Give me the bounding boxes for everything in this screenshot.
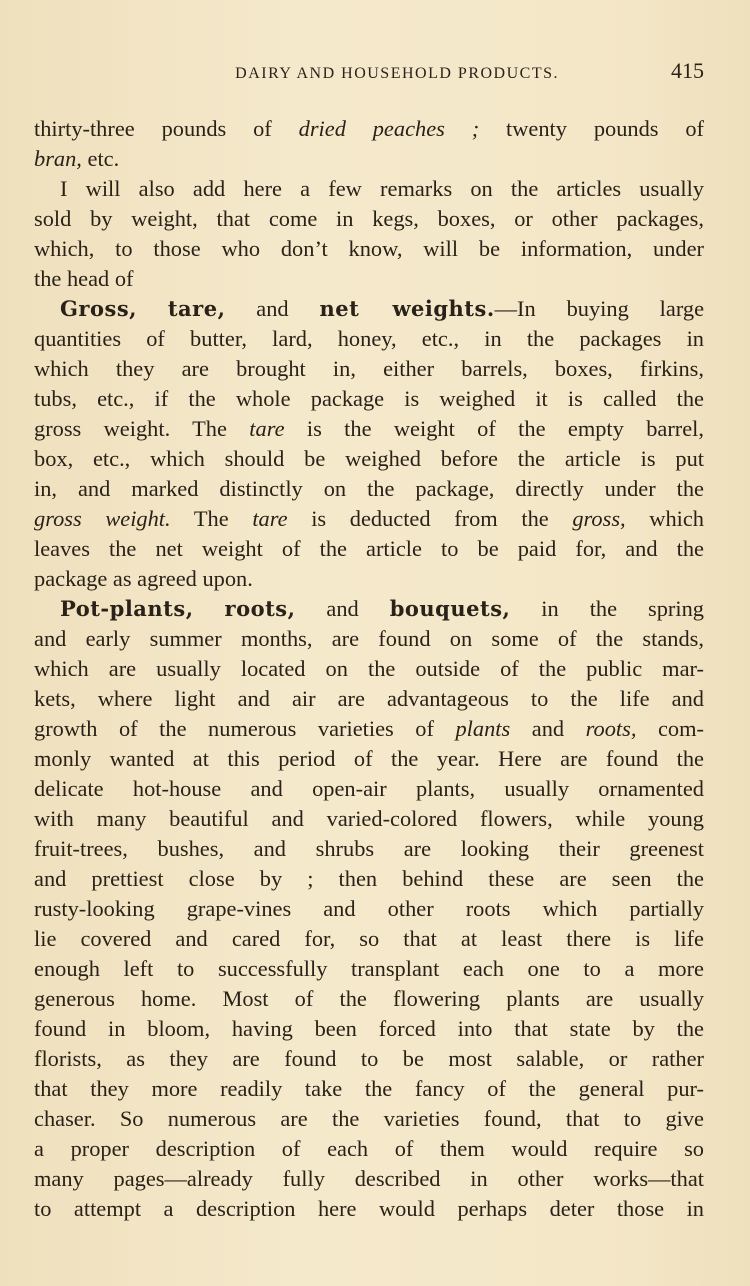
bold-run: roots, xyxy=(224,596,296,621)
running-head-title: DAIRY AND HOUSEHOLD PRODUCTS. xyxy=(235,65,559,82)
bold-run: tare, xyxy=(167,296,226,321)
text-line: enough left to successfully transplant each one to a more xyxy=(34,956,704,981)
text-line: box, etc., which should be weighed before the article is put xyxy=(34,446,704,471)
text-line: to attempt a description here would perhaps deter those in xyxy=(34,1196,704,1221)
text-line: package as agreed upon. xyxy=(34,566,253,591)
italic-run: plants xyxy=(455,716,511,741)
text-line: and early summer months, are found on some of the stands, xyxy=(34,626,704,651)
text-line xyxy=(34,144,704,174)
text-line: florists, as they are found to be most salable, or rather xyxy=(34,1046,704,1071)
running-header xyxy=(34,58,704,90)
text-line: kets, where light and air are advantageous to the life and xyxy=(34,686,704,711)
text-run: —In buying large xyxy=(494,296,705,321)
text-run: thirty-three pounds of xyxy=(34,116,299,141)
text-line: which they are brought in, either barrels, boxes, firkins, xyxy=(34,356,704,381)
italic-run: dried peaches ; xyxy=(298,116,480,141)
text-run: com- xyxy=(636,716,704,741)
text-line xyxy=(34,504,704,534)
text-line: sold by weight, that come in kegs, boxes, or other packages, xyxy=(34,206,704,231)
text-line: fruit-trees, bushes, and shrubs are looking their greenest xyxy=(34,836,704,861)
italic-run: tare xyxy=(252,506,288,531)
bold-run: bouquets, xyxy=(389,596,511,621)
text-line xyxy=(34,294,704,324)
text-line: generous home. Most of the flowering plants are usually xyxy=(34,986,704,1011)
text-run: The xyxy=(170,506,253,531)
text-run: is the weight of the empty barrel, xyxy=(284,416,705,441)
text-run: which xyxy=(625,506,704,531)
text-line: that they more readily take the fancy of the general pur- xyxy=(34,1076,704,1101)
text-run: and xyxy=(510,716,586,741)
text-line: which are usually located on the outside of the public mar- xyxy=(34,656,704,681)
body-text xyxy=(34,114,704,1224)
text-run: gross weight. The xyxy=(34,416,250,441)
text-run: is deducted from the xyxy=(287,506,573,531)
text-run xyxy=(194,596,225,621)
text-line: which, to those who don’t know, will be information, under xyxy=(34,236,704,261)
text-line: delicate hot-house and open-air plants, usually ornamented xyxy=(34,776,704,801)
text-run: growth of the numerous varieties of xyxy=(34,716,456,741)
text-line: leaves the net weight of the article to be paid for, and the xyxy=(34,536,704,561)
text-line: lie covered and cared for, so that at least there is life xyxy=(34,926,704,951)
bold-run: Pot-plants, xyxy=(60,596,194,621)
text-line: and prettiest close by ; then behind these are seen the xyxy=(34,866,704,891)
text-line: quantities of butter, lard, honey, etc., in the packages in xyxy=(34,326,704,351)
text-run: and xyxy=(295,596,390,621)
text-line: chaser. So numerous are the varieties found, that to give xyxy=(34,1106,704,1131)
text-run: in the spring xyxy=(510,596,704,621)
text-line: many pages—already fully described in other works—that xyxy=(34,1166,704,1191)
text-line: I will also add here a few remarks on the articles usually xyxy=(60,176,704,201)
text-line xyxy=(34,594,704,624)
text-line: the head of xyxy=(34,266,134,291)
italic-run: gross, xyxy=(572,506,626,531)
italic-run: tare xyxy=(249,416,285,441)
text-line: found in bloom, having been forced into that state by the xyxy=(34,1016,704,1041)
text-run xyxy=(137,296,168,321)
text-line xyxy=(34,114,704,144)
text-line xyxy=(34,714,704,744)
italic-run: bran, xyxy=(34,146,82,171)
bold-run: net weights. xyxy=(319,296,495,321)
text-line: a proper description of each of them would require so xyxy=(34,1136,704,1161)
italic-run: roots, xyxy=(585,716,637,741)
italic-run: gross weight. xyxy=(34,506,171,531)
text-run: twenty pounds of xyxy=(479,116,705,141)
text-line: tubs, etc., if the whole package is weighed it is called the xyxy=(34,386,704,411)
text-line: in, and marked distinctly on the package, directly under the xyxy=(34,476,704,501)
text-line: rusty-looking grape-vines and other roots which partially xyxy=(34,896,704,921)
text-line xyxy=(34,414,704,444)
page-number: 415 xyxy=(671,58,704,83)
text-run: etc. xyxy=(81,146,120,171)
text-run: and xyxy=(225,296,320,321)
bold-run: Gross, xyxy=(60,296,137,321)
text-line: monly wanted at this period of the year. Here are found the xyxy=(34,746,704,771)
text-line: with many beautiful and varied-colored flowers, while young xyxy=(34,806,704,831)
